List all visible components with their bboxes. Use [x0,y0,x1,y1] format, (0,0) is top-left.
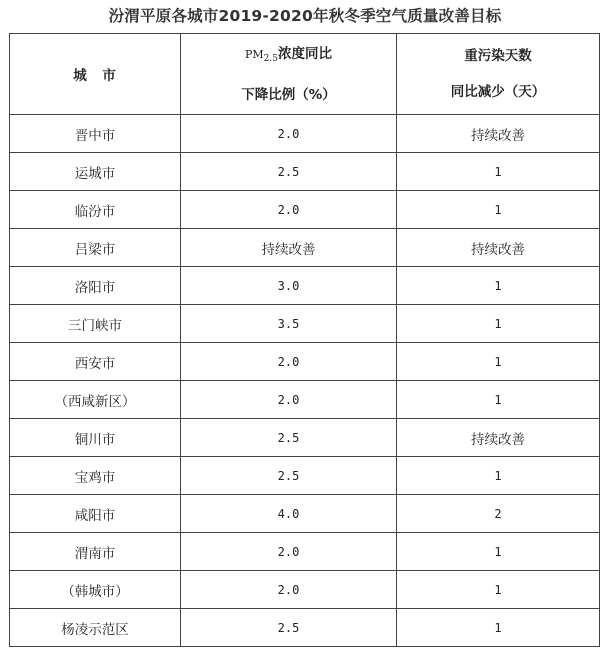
header-city-label: 城 市 [73,68,117,84]
air-quality-targets-table [9,33,600,647]
cell-city [10,495,181,533]
table-row [10,191,600,229]
cell-pm25-reduction [181,571,397,609]
cell-pollution-days-reduction [397,191,600,229]
cell-pm25-reduction-text: 2.0 [277,202,300,217]
cell-pm25-reduction [181,381,397,419]
cell-city [10,571,181,609]
cell-pollution-days-reduction-text: 1 [494,202,502,217]
cell-pollution-days-reduction [397,267,600,305]
cell-pm25-reduction [181,609,397,647]
cell-pm25-reduction-text: 2.5 [277,620,300,635]
table-row [10,381,600,419]
cell-pm25-reduction [181,305,397,343]
cell-pollution-days-reduction-text: 持续改善 [471,241,525,258]
cell-pollution-days-reduction-text: 1 [494,544,502,559]
table-row [10,115,600,153]
document-title: 汾渭平原各城市2019-2020年秋冬季空气质量改善目标 [108,7,502,25]
cell-pollution-days-reduction [397,571,600,609]
cell-pm25-reduction-text: 2.0 [277,126,300,141]
cell-pollution-days-reduction [397,305,600,343]
cell-pm25-reduction [181,533,397,571]
table-row [10,229,600,267]
cell-city [10,229,181,267]
cell-pollution-days-reduction-text: 1 [494,278,502,293]
cell-pm25-reduction-text: 2.5 [277,468,300,483]
cell-pollution-days-reduction-text: 1 [494,316,502,331]
cell-pollution-days-reduction-text: 持续改善 [471,431,525,448]
cell-city-text: 临汾市 [74,203,116,220]
cell-pm25-reduction [181,229,397,267]
cell-pollution-days-reduction-text: 1 [494,582,502,597]
cell-pollution-days-reduction [397,457,600,495]
cell-pollution-days-reduction [397,419,600,457]
cell-city-text: （韩城市） [61,583,129,600]
table-row [10,533,600,571]
table-row [10,267,600,305]
cell-city-text: 三门峡市 [68,317,122,334]
cell-city [10,381,181,419]
cell-pollution-days-reduction-text: 持续改善 [471,127,525,144]
cell-city-text: 吕梁市 [74,241,116,258]
cell-pm25-reduction-text: 2.0 [277,582,300,597]
header-pollution-line2: 同比减少（天） [450,84,546,100]
cell-pm25-reduction-text: 持续改善 [261,241,316,258]
cell-pm25-reduction [181,343,397,381]
cell-city [10,457,181,495]
cell-pm25-reduction-text: 2.0 [277,544,300,559]
table-row [10,343,600,381]
table-row [10,457,600,495]
header-pollution-line1: 重污染天数 [464,48,532,64]
cell-pollution-days-reduction [397,495,600,533]
cell-pm25-reduction [181,191,397,229]
table-row [10,571,600,609]
cell-pollution-days-reduction-text: 1 [494,620,502,635]
cell-pm25-reduction-text: 2.0 [277,392,300,407]
cell-pollution-days-reduction [397,115,600,153]
cell-city-text: （西咸新区） [54,393,136,410]
cell-pollution-days-reduction-text: 2 [494,506,502,521]
cell-city-text: 铜川市 [74,431,116,448]
cell-pollution-days-reduction [397,153,600,191]
cell-city-text: 咸阳市 [74,507,116,524]
cell-pm25-reduction [181,419,397,457]
table-row [10,153,600,191]
cell-city-text: 杨凌示范区 [61,621,129,638]
cell-pm25-reduction-text: 2.5 [277,164,300,179]
table-row [10,419,600,457]
header-pm-subscript: 2.5 [263,53,278,64]
header-pm25-reduction [181,34,397,115]
cell-pollution-days-reduction-text: 1 [494,392,502,407]
cell-pm25-reduction [181,115,397,153]
cell-city [10,343,181,381]
header-pm25-line2: 下降比例（%） [241,86,336,103]
header-pollution-days [397,34,600,115]
cell-pollution-days-reduction [397,533,600,571]
cell-city [10,305,181,343]
cell-pm25-reduction-text: 3.5 [277,316,300,331]
cell-pollution-days-reduction-text: 1 [494,468,502,483]
header-city [10,34,181,115]
cell-city-text: 渭南市 [74,545,116,562]
table-row [10,609,600,647]
cell-city [10,267,181,305]
cell-city [10,115,181,153]
cell-pm25-reduction-text: 2.0 [277,354,300,369]
header-pm25-line1 [181,45,396,68]
cell-pm25-reduction [181,153,397,191]
table-row [10,305,600,343]
table-row [10,495,600,533]
cell-pollution-days-reduction [397,229,600,267]
header-pm-label [245,47,278,64]
cell-city-text: 运城市 [74,165,116,182]
cell-city [10,533,181,571]
cell-pm25-reduction-text: 4.0 [277,506,300,521]
cell-city [10,153,181,191]
header-pm25-line1-rest: 浓度同比 [278,45,332,62]
table-header-row [10,34,600,115]
cell-pollution-days-reduction [397,343,600,381]
cell-pm25-reduction [181,495,397,533]
cell-city [10,191,181,229]
cell-city [10,609,181,647]
header-pm-prefix: PM [245,47,264,61]
cell-pm25-reduction-text: 2.5 [277,430,300,445]
cell-pollution-days-reduction-text: 1 [494,354,502,369]
cell-pollution-days-reduction [397,381,600,419]
cell-pm25-reduction-text: 3.0 [277,278,300,293]
cell-city-text: 西安市 [74,355,116,372]
cell-city [10,419,181,457]
cell-pollution-days-reduction [397,609,600,647]
cell-pollution-days-reduction-text: 1 [494,164,502,179]
cell-pm25-reduction [181,267,397,305]
cell-city-text: 晋中市 [74,127,116,144]
cell-city-text: 宝鸡市 [74,469,116,486]
cell-city-text: 洛阳市 [74,279,116,296]
cell-pm25-reduction [181,457,397,495]
